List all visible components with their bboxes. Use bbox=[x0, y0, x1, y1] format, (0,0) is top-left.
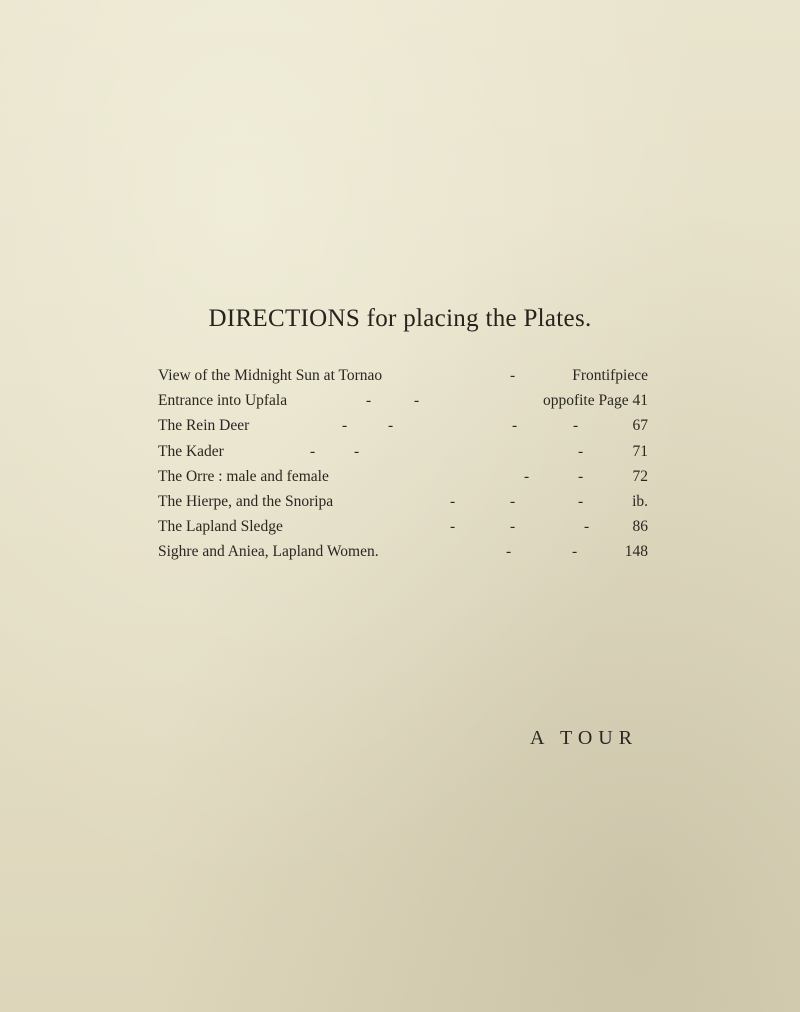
plate-title: The Hierpe, and the Snoripa bbox=[158, 492, 334, 510]
leader-dash: - bbox=[366, 392, 372, 410]
list-item bbox=[158, 391, 648, 416]
leader-dash: - bbox=[578, 442, 584, 460]
plate-location: 71 bbox=[632, 442, 648, 460]
plates-list bbox=[158, 366, 648, 568]
list-item bbox=[158, 517, 648, 542]
list-item bbox=[158, 467, 648, 492]
list-item bbox=[158, 416, 648, 441]
leader-dash: - bbox=[510, 367, 516, 384]
leader-dash: - bbox=[310, 442, 316, 460]
plate-location: ib. bbox=[632, 492, 648, 510]
plate-title: Entrance into Upfala bbox=[158, 392, 288, 410]
catchword: A TOUR bbox=[530, 727, 639, 749]
plate-location: 67 bbox=[632, 417, 648, 435]
leader-dash: - bbox=[342, 417, 348, 435]
page-heading: DIRECTIONS for placing the Plates. bbox=[208, 305, 592, 332]
leader-dash: - bbox=[510, 492, 516, 510]
leader-dash: - bbox=[572, 543, 578, 561]
plate-title: The Lapland Sledge bbox=[158, 518, 283, 536]
leader-dash: - bbox=[578, 492, 584, 510]
leader-dash: - bbox=[450, 492, 456, 510]
leader-dash: - bbox=[524, 467, 530, 485]
leader-dash: - bbox=[578, 467, 584, 485]
leader-dash: - bbox=[512, 417, 518, 435]
leader-dash: - bbox=[414, 392, 420, 410]
plate-title: The Orre : male and female bbox=[158, 467, 329, 485]
leader-dash: - bbox=[584, 518, 590, 536]
list-item bbox=[158, 492, 648, 517]
plate-location: 148 bbox=[624, 543, 648, 561]
list-item bbox=[158, 542, 648, 567]
leader-dash: - bbox=[510, 518, 516, 536]
plate-title: The Kader bbox=[158, 442, 224, 460]
leader-dash: - bbox=[573, 417, 579, 435]
plate-location: 72 bbox=[632, 467, 648, 485]
plate-title: The Rein Deer bbox=[158, 417, 250, 435]
list-item bbox=[158, 442, 648, 467]
plate-location: Frontifpiece bbox=[572, 367, 648, 384]
leader-dash: - bbox=[450, 518, 456, 536]
leader-dash: - bbox=[354, 442, 360, 460]
leader-dash: - bbox=[388, 417, 394, 435]
plate-title: View of the Midnight Sun at Tornao bbox=[158, 367, 383, 384]
plate-title: Sighre and Aniea, Lapland Women. bbox=[158, 543, 379, 561]
plate-location: 86 bbox=[632, 518, 648, 536]
list-item bbox=[158, 366, 648, 391]
leader-dash: - bbox=[506, 543, 512, 561]
plate-location: oppofite Page 41 bbox=[542, 392, 648, 410]
